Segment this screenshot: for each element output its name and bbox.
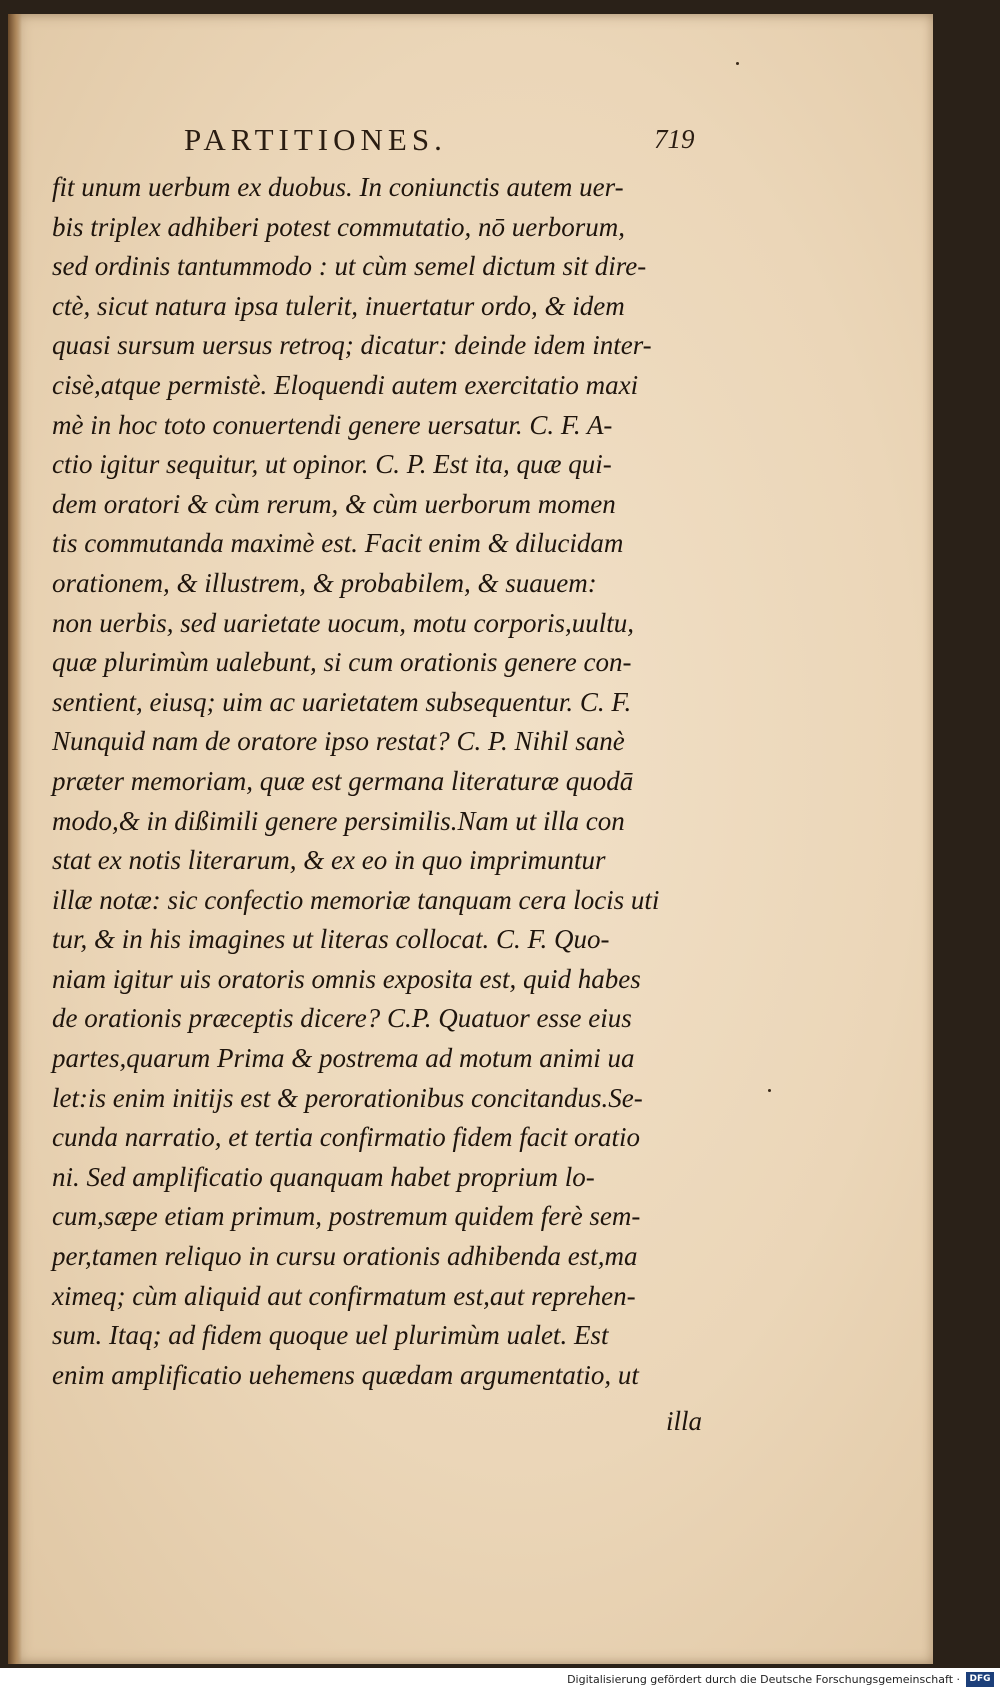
text-line: illæ notæ: sic confectio memoriæ tanquam cera locis uti [52, 884, 660, 915]
text-line: tur, & in his imagines ut literas collocat. C. F. Quo- [52, 924, 610, 955]
text-line: cum,sæpe etiam primum, postremum quidem ferè sem- [52, 1201, 641, 1232]
text-line: quæ plurimùm ualebunt, si cum orationis genere con- [52, 647, 632, 678]
text-line: præter memoriam, quæ est germana literaturæ quodā [52, 765, 634, 796]
digitization-footer [0, 1668, 1000, 1693]
text-line: partes,quarum Prima & postrema ad motum animi ua [52, 1043, 635, 1074]
text-line: de orationis præceptis dicere? C.P. Quatuor esse eius [52, 1003, 632, 1034]
text-line: fit unum uerbum ex duobus. In coniunctis autem uer- [52, 172, 624, 202]
text-line: stat ex notis literarum, & ex eo in quo imprimuntur [52, 845, 606, 876]
catchword: illa [666, 1406, 703, 1436]
book-page [8, 14, 933, 1664]
funding-credit: Digitalisierung gefördert durch die Deutsche Forschungsgemeinschaft · [567, 1673, 960, 1686]
page-gutter-shadow [8, 14, 22, 1664]
text-line: quasi sursum uersus retroq; dicatur: deinde idem inter- [52, 330, 652, 361]
text-line: cunda narratio, et tertia confirmatio fidem facit oratio [52, 1122, 640, 1153]
running-head: PARTITIONES. [184, 122, 447, 157]
text-line: modo,& in dißimili genere persimilis.Nam ut illa con [52, 805, 625, 836]
body-text [52, 168, 712, 1395]
text-line: ni. Sed amplificatio quanquam habet proprium lo- [52, 1161, 595, 1192]
text-line: orationem, & illustrem, & probabilem, & suauem: [52, 567, 597, 598]
text-line: ctio igitur sequitur, ut opinor. C. P. Est ita, quæ qui- [52, 449, 612, 480]
text-line: per,tamen reliquo in cursu orationis adhibenda est,ma [52, 1241, 638, 1272]
text-line: ctè, sicut natura ipsa tulerit, inuertatur ordo, & idem [52, 290, 625, 321]
text-line: dem oratori & cùm rerum, & cùm uerborum momen [52, 488, 616, 519]
text-line: sentient, eiusq; uim ac uarietatem subsequentur. C. F. [52, 686, 632, 717]
page-header [8, 122, 933, 166]
text-line: niam igitur uis oratoris omnis exposita est, quid habes [52, 963, 641, 994]
paper-speck [768, 1089, 771, 1092]
text-line: sum. Itaq; ad fidem quoque uel plurimùm ualet. Est [52, 1320, 609, 1351]
text-line: mè in hoc toto conuertendi genere uersatur. C. F. A- [52, 409, 613, 440]
text-line: bis triplex adhiberi potest commutatio, nō uerborum, [52, 211, 625, 242]
paper-speck [736, 62, 739, 65]
dfg-logo: DFG [966, 1672, 994, 1687]
text-line: tis commutanda maximè est. Facit enim & dilucidam [52, 528, 624, 559]
text-line: sed ordinis tantummodo : ut cùm semel dictum sit dire- [52, 251, 647, 282]
text-line: cisè,atque permistè. Eloquendi autem exercitatio maxi [52, 369, 639, 400]
text-line: non uerbis, sed uarietate uocum, motu corporis,uultu, [52, 607, 634, 638]
text-line: enim amplificatio uehemens quædam argumentatio, ut [52, 1359, 639, 1390]
text-line: ximeq; cùm aliquid aut confirmatum est,aut reprehen- [52, 1280, 636, 1311]
text-line: let:is enim initijs est & perorationibus concitandus.Se- [52, 1082, 643, 1113]
text-line: Nunquid nam de oratore ipso restat? C. P. Nihil sanè [52, 726, 625, 757]
page-number: 719 [654, 124, 695, 154]
